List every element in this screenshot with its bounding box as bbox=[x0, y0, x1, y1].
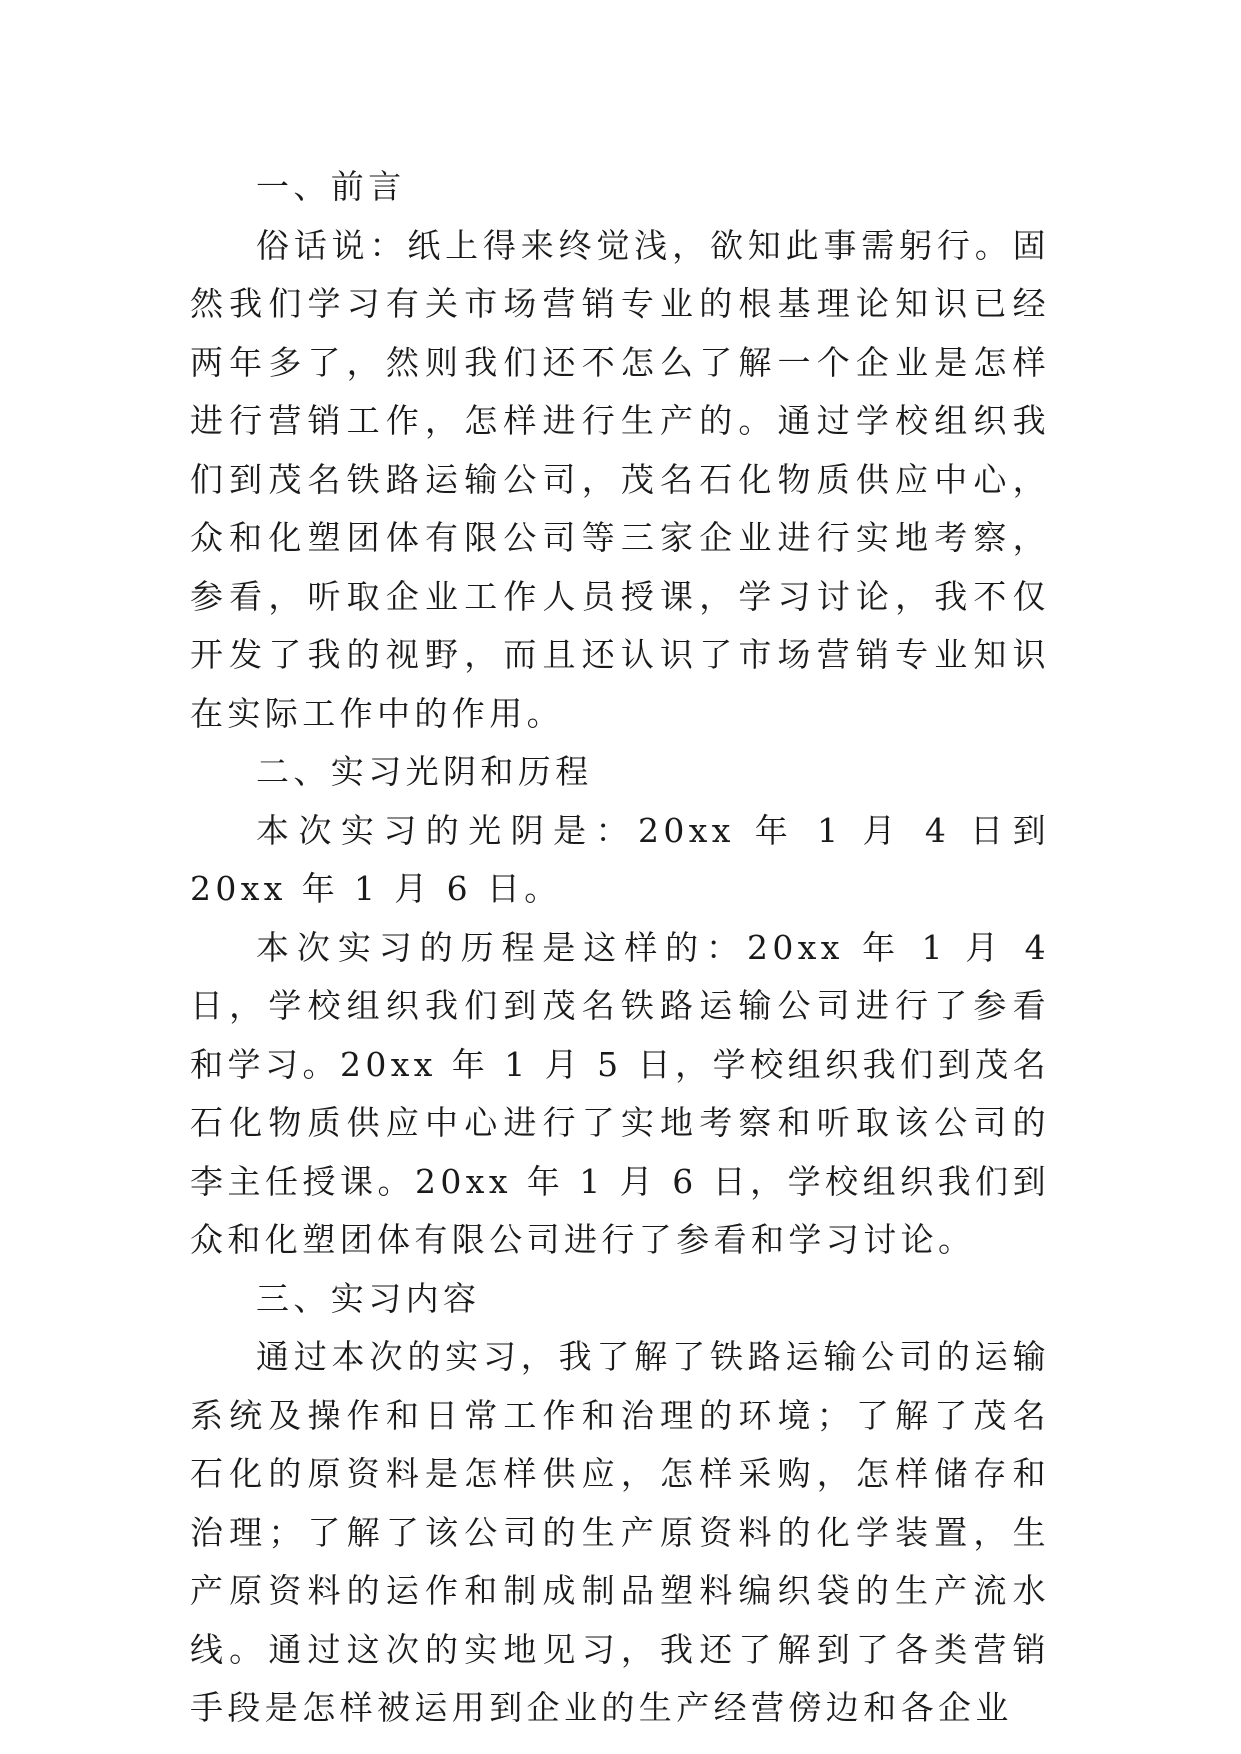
paragraph-preface: 俗话说：纸上得来终觉浅，欲知此事需躬行。固然我们学习有关市场营销专业的根基理论知识已经两年多了，然则我们还不怎么了解一个企业是怎样进行营销工作，怎样进行生产的。通过学校组织我们到茂名铁路运输公司，茂名石化物质供应中心，众和化塑团体有限公司等三家企业进行实地考察，参看，听取企业工作人员授课，学习讨论，我不仅开发了我的视野，而且还认识了市场营销专业知识在实际工作中的作用。 bbox=[190, 225, 1050, 733]
section-heading-time-and-process: 二、实习光阴和历程 bbox=[256, 752, 593, 791]
section-heading-preface: 一、前言 bbox=[256, 167, 406, 206]
section-heading-content: 三、实习内容 bbox=[256, 1278, 481, 1318]
paragraph-internship-time: 本次实习的光阴是：20xx 年 1 月 4 日到 20xx 年 1 月 6 日。 bbox=[190, 810, 1050, 908]
paragraph-internship-process: 本次实习的历程是这样的：20xx 年 1 月 4 日，学校组织我们到茂名铁路运输公司进行了参看和学习。20xx 年 1 月 5 日，学校组织我们到茂名石化物质供应中心进行了实地考察和听取该公司的李主任授课。20xx 年 1 月 6 日，学校组织我们到众和化塑团体有限公司进行了参看和学习讨论。 bbox=[190, 927, 1050, 1259]
document-body bbox=[190, 158, 1050, 1738]
paragraph-internship-content: 通过本次的实习，我了解了铁路运输公司的运输系统及操作和日常工作和治理的环境；了解了茂名石化的原资料是怎样供应，怎样采购，怎样储存和治理；了解了该公司的生产原资料的化学装置，生产原资料的运作和制成制品塑料编织袋的生产流水线。通过这次的实地见习，我还了解到了各类营销手段是怎样被运用到企业的生产经营傍边和各企业 bbox=[190, 1337, 1050, 1727]
